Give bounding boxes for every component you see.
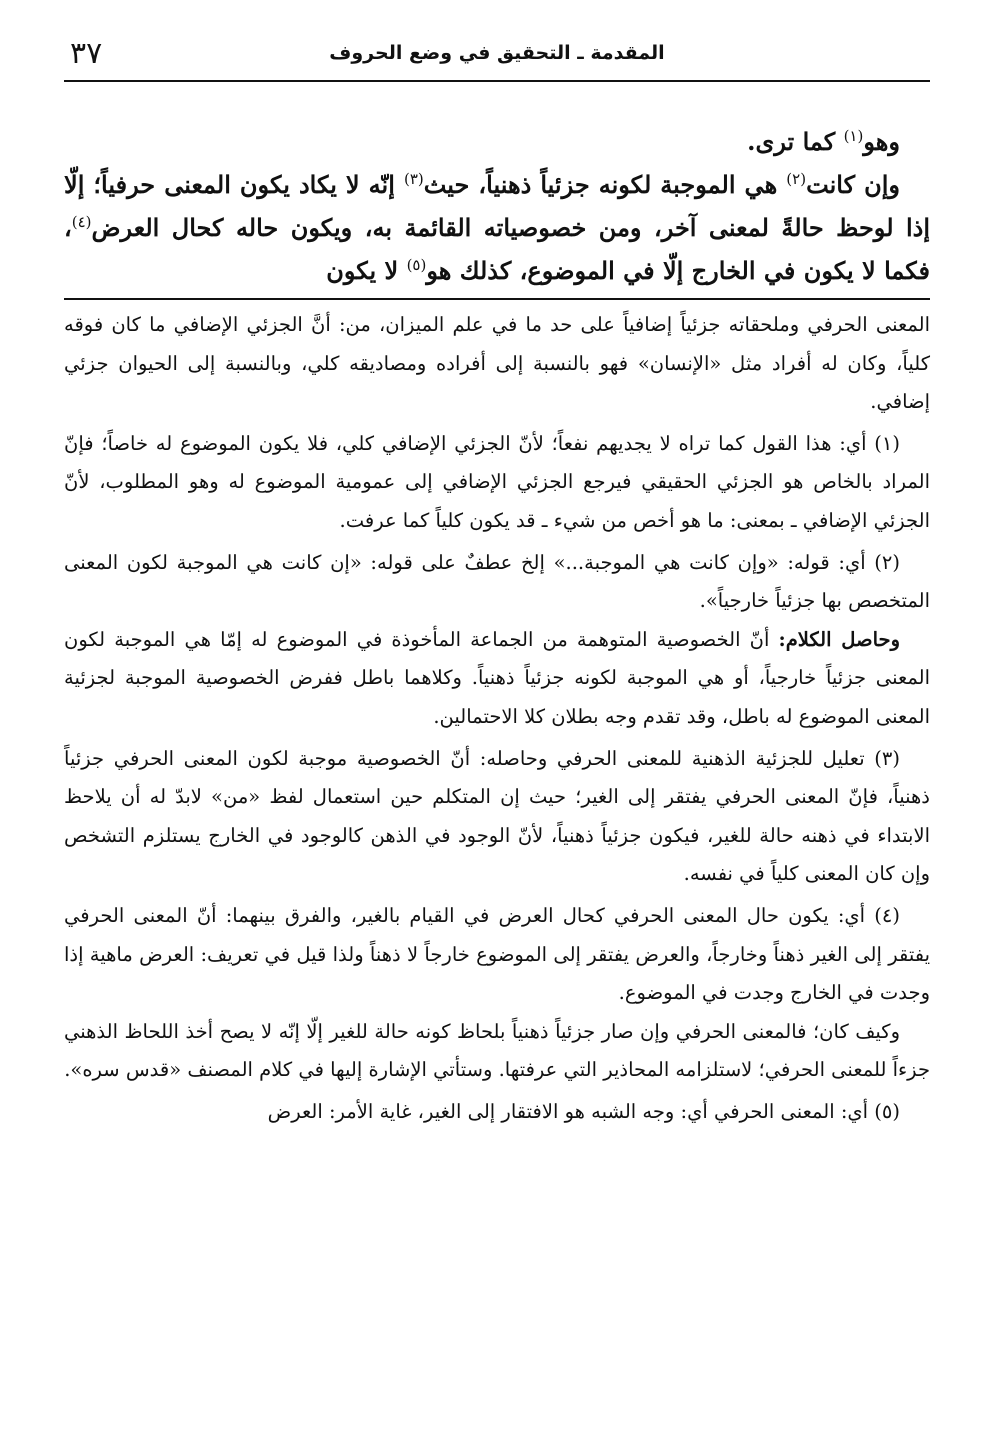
footnote-ref-3[interactable]: (٣) [403, 170, 424, 188]
page-header [64, 28, 930, 82]
main-text [64, 120, 930, 292]
footnote-ref-2[interactable]: (٢) [786, 170, 807, 188]
page-number: ٣٧ [70, 36, 103, 71]
footnote-continued: المعنى الحرفي وملحقاته جزئياً إضافياً على حد ما في علم الميزان، من: أنَّ الجزئي الإضافي ما كان فوقه كلياً، وكان له أفراد مثل «الإنسان» فهو بالنسبة إلى أفراده ومصاديقه كلي، وبالنسبة إلى الحيوان جزئي إضافي. [64, 313, 930, 414]
footnote-3: (٣) تعليل للجزئية الذهنية للمعنى الحرفي وحاصله: أنّ الخصوصية موجبة لكون المعنى الحرفي جزئياً ذهنياً، فإنّ المعنى الحرفي يفتقر إلى الغير؛ حيث إن المتكلم حين استعمال لفظ «من» لابدّ له أن يلاحظ الابتداء في ذهنه حالة للغير، فيكون جزئياً ذهنياً، لأنّ الوجود في الذهن كالوجود في الخارج يستلزم التشخص وإن كان المعنى كلياً في نفسه. [64, 746, 930, 886]
footnote-2-continuation: وحاصل الكلام: أنّ الخصوصية المتوهمة من الجماعة المأخوذة في الموضوع له إمّا هي الموجبة لكون المعنى جزئياً خارجياً، أو هي الموجبة لكونه جزئياً ذهنياً. وكلاهما باطل ففرض الخصوصية الموجبة لجزئية المعنى الموضوع له باطل، وقد تقدم وجه بطلان كلا الاحتمالين. [64, 627, 930, 728]
footnote-4: (٤) أي: يكون حال المعنى الحرفي كحال العرض في القيام بالغير، والفرق بينهما: أنّ المعنى الحرفي يفتقر إلى الغير ذهناً وخارجاً، والعرض يفتقر إلى الموضوع خارجاً لا ذهناً ولذا قيل في تعريف: العرض ماهية إذا وجدت في الخارج وجدت في الموضوع. [64, 903, 930, 1005]
footnote-5: (٥) أي: المعنى الحرفي أي: وجه الشبه هو الافتقار إلى الغير، غاية الأمر: العرض [267, 1099, 900, 1123]
footnote-ref-1[interactable]: (١) [843, 127, 864, 145]
footnote-ref-4[interactable]: (٤) [71, 213, 92, 231]
main-paragraph-2: وإن كانت$^{(٢)}$ هي الموجبة لكونه جزئياً ذهنياً، حيث$^{(٣)}$ إنّه لا يكاد يكون المعنى حرفياً؛ إلّا إذا لوحظ حالةً لمعنى آخر، ومن خصوصياته القائمة به، ويكون حاله كحال العرض$^{(٤)}$، فكما لا يكون في الخارج إلّا في الموضوع، كذلك هو$^{(٥)}$ لا يكون [64, 170, 930, 285]
footnote-4-continuation: وكيف كان؛ فالمعنى الحرفي وإن صار جزئياً ذهنياً بلحاظ كونه حالة للغير إلّا إنّه لا يصح أخذ اللحاظ الذهني جزءاً للمعنى الحرفي؛ لاستلزامه المحاذير التي عرفتها. وستأتي الإشارة إليها في كلام المصنف «قدس سره». [64, 1019, 930, 1082]
main-paragraph-1: وهو$^{(١)}$ كما ترى. [747, 127, 900, 156]
book-page [64, 28, 930, 1131]
footnotes [64, 306, 930, 1131]
running-title: المقدمة ـ التحقيق في وضع الحروف [329, 42, 665, 64]
footnote-separator [64, 298, 930, 300]
footnote-1: (١) أي: هذا القول كما تراه لا يجديهم نفعاً؛ لأنّ الجزئي الإضافي كلي، فلا يكون الموضوع له خاصاً؛ فإنّ المراد بالخاص هو الجزئي الحقيقي فيرجع الجزئي الإضافي إلى عمومية الموضوع له وهو المطلوب، لأنّ الجزئي الإضافي ـ بمعنى: ما هو أخص من شيء ـ قد يكون كلياً كما عرفت. [64, 431, 930, 532]
footnote-2-lead: وحاصل الكلام: [778, 627, 900, 651]
footnote-2: (٢) أي: قوله: «وإن كانت هي الموجبة...» إلخ عطفٌ على قوله: «إن كانت هي الموجبة لكون المعنى المتخصص بها جزئياً خارجياً». [64, 550, 930, 613]
footnote-ref-5[interactable]: (٥) [406, 256, 427, 274]
